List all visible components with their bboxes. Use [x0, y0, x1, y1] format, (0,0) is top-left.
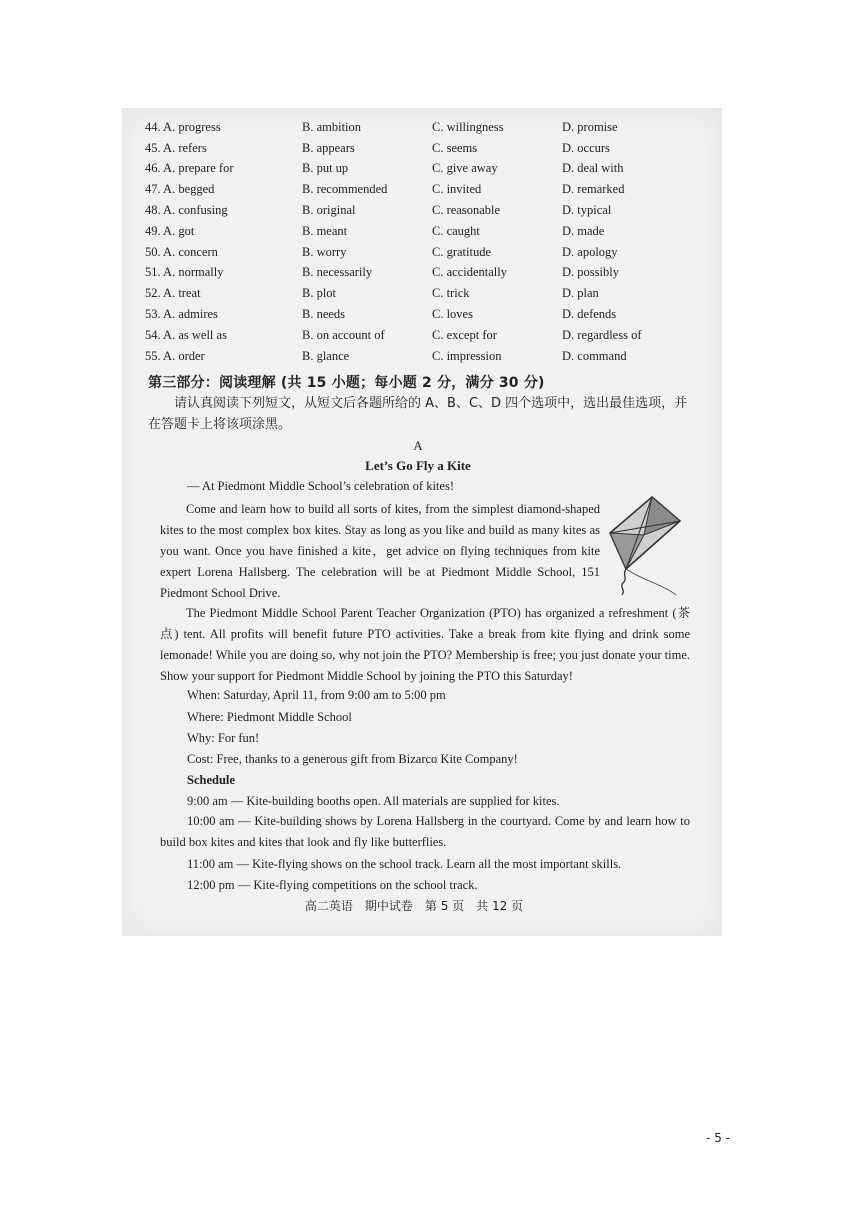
- option-a: 47. A. begged: [145, 182, 215, 197]
- kite-illustration: [604, 493, 684, 598]
- exam-footer: 高二英语 期中试卷 第 5 页 共 12 页: [304, 899, 524, 913]
- option-a: 44. A. progress: [145, 119, 221, 134]
- schedule-item: 10:00 am — Kite-building shows by Lorena Hallsberg in the courtyard. Come by and learn how to build box kites and kites that look and fly like butterflies.: [160, 814, 690, 849]
- option-c: C. except for: [432, 327, 497, 342]
- page-number: - 5 -: [706, 1131, 730, 1145]
- option-b: B. original: [302, 203, 356, 218]
- event-when: When: Saturday, April 11, from 9:00 am to 5:00 pm: [187, 688, 446, 702]
- event-cost: Cost: Free, thanks to a generous gift from Bizarco Kite Company!: [187, 752, 518, 766]
- option-a: 55. A. order: [145, 348, 205, 363]
- option-b: B. recommended: [302, 182, 388, 197]
- option-a: 46. A. prepare for: [145, 161, 234, 176]
- passage-subtitle: — At Piedmont Middle School’s celebration of kites!: [187, 479, 454, 493]
- option-c: C. accidentally: [432, 265, 507, 280]
- option-a: 45. A. refers: [145, 140, 207, 155]
- option-d: D. command: [562, 348, 627, 363]
- option-b: B. ambition: [302, 119, 362, 134]
- option-c: C. seems: [432, 140, 478, 155]
- option-d: D. possibly: [562, 265, 619, 280]
- option-a: 52. A. treat: [145, 286, 201, 301]
- option-a: 53. A. admires: [145, 307, 218, 322]
- option-c: C. trick: [432, 286, 470, 301]
- option-b: B. meant: [302, 223, 348, 238]
- option-d: D. remarked: [562, 182, 625, 197]
- option-row-52: [145, 283, 705, 304]
- option-row-50: [145, 242, 705, 263]
- option-d: D. regardless of: [562, 327, 642, 342]
- cloze-options-list: [145, 117, 705, 367]
- option-d: D. deal with: [562, 161, 624, 176]
- option-a: 51. A. normally: [145, 265, 224, 280]
- schedule-item: 12:00 pm — Kite-flying competitions on the school track.: [187, 878, 478, 892]
- option-row-46: [145, 159, 705, 180]
- option-a: 50. A. concern: [145, 244, 218, 259]
- option-c: C. reasonable: [432, 203, 501, 218]
- option-b: B. on account of: [302, 327, 385, 342]
- option-row-44: [145, 117, 705, 138]
- option-c: C. give away: [432, 161, 498, 176]
- option-row-45: [145, 138, 705, 159]
- option-row-47: [145, 179, 705, 200]
- option-row-55: [145, 346, 705, 367]
- option-b: B. appears: [302, 140, 355, 155]
- option-c: C. caught: [432, 223, 480, 238]
- section-instruction: 请认真阅读下列短文，从短文后各题所给的 A、B、C、D 四个选项中，选出最佳选项，并在答题卡上将该项涂黑。: [148, 396, 688, 432]
- passage-paragraph-1: Come and learn how to build all sorts of kites, from the simplest diamond-shaped kites to the most complex box kites. Stay as long as you like and build as many kites as you want. Once you have finished a kite，get advice on flying techniques from kite expert Lorena Hallsberg. The celebration will be at Piedmont Middle School, 151 Piedmont School Drive.: [160, 502, 600, 600]
- option-row-48: [145, 200, 705, 221]
- option-c: C. loves: [432, 307, 473, 322]
- option-row-51: [145, 263, 705, 284]
- option-d: D. promise: [562, 119, 618, 134]
- option-a: 48. A. confusing: [145, 203, 228, 218]
- passage-title: Let’s Go Fly a Kite: [365, 458, 471, 473]
- schedule-heading: Schedule: [187, 773, 235, 787]
- option-c: C. impression: [432, 348, 502, 363]
- option-d: D. apology: [562, 244, 618, 259]
- passage-letter: A: [413, 438, 423, 453]
- option-a: 54. A. as well as: [145, 327, 227, 342]
- option-d: D. defends: [562, 307, 617, 322]
- option-row-53: [145, 304, 705, 325]
- option-c: C. willingness: [432, 119, 504, 134]
- option-b: B. glance: [302, 348, 350, 363]
- schedule-item: 11:00 am — Kite-flying shows on the school track. Learn all the most important skills.: [187, 857, 622, 871]
- event-where: Where: Piedmont Middle School: [187, 710, 352, 724]
- option-a: 49. A. got: [145, 223, 195, 238]
- option-b: B. put up: [302, 161, 349, 176]
- event-why: Why: For fun!: [187, 731, 260, 745]
- option-b: B. worry: [302, 244, 347, 259]
- option-b: B. plot: [302, 286, 337, 301]
- option-c: C. gratitude: [432, 244, 492, 259]
- option-c: C. invited: [432, 182, 482, 197]
- option-row-49: [145, 221, 705, 242]
- option-d: D. typical: [562, 203, 612, 218]
- section-heading: 第三部分：阅读理解 (共 15 小题；每小题 2 分，满分 30 分): [148, 375, 545, 391]
- schedule-item: 9:00 am — Kite-building booths open. All materials are supplied for kites.: [187, 794, 560, 808]
- passage-paragraph-2: The Piedmont Middle School Parent Teacher Organization (PTO) has organized a refreshment (茶点) tent. All profits will benefit future PTO activities. Take a break from kite flying and drink some lemonade! While you are doing so, why not join the PTO? Membership is free; you just donate your time. Show your support for Piedmont Middle School by joining the PTO this Saturday!: [160, 606, 690, 683]
- option-d: D. occurs: [562, 140, 610, 155]
- option-b: B. needs: [302, 307, 346, 322]
- option-d: D. plan: [562, 286, 599, 301]
- option-d: D. made: [562, 223, 605, 238]
- option-row-54: [145, 325, 705, 346]
- option-b: B. necessarily: [302, 265, 373, 280]
